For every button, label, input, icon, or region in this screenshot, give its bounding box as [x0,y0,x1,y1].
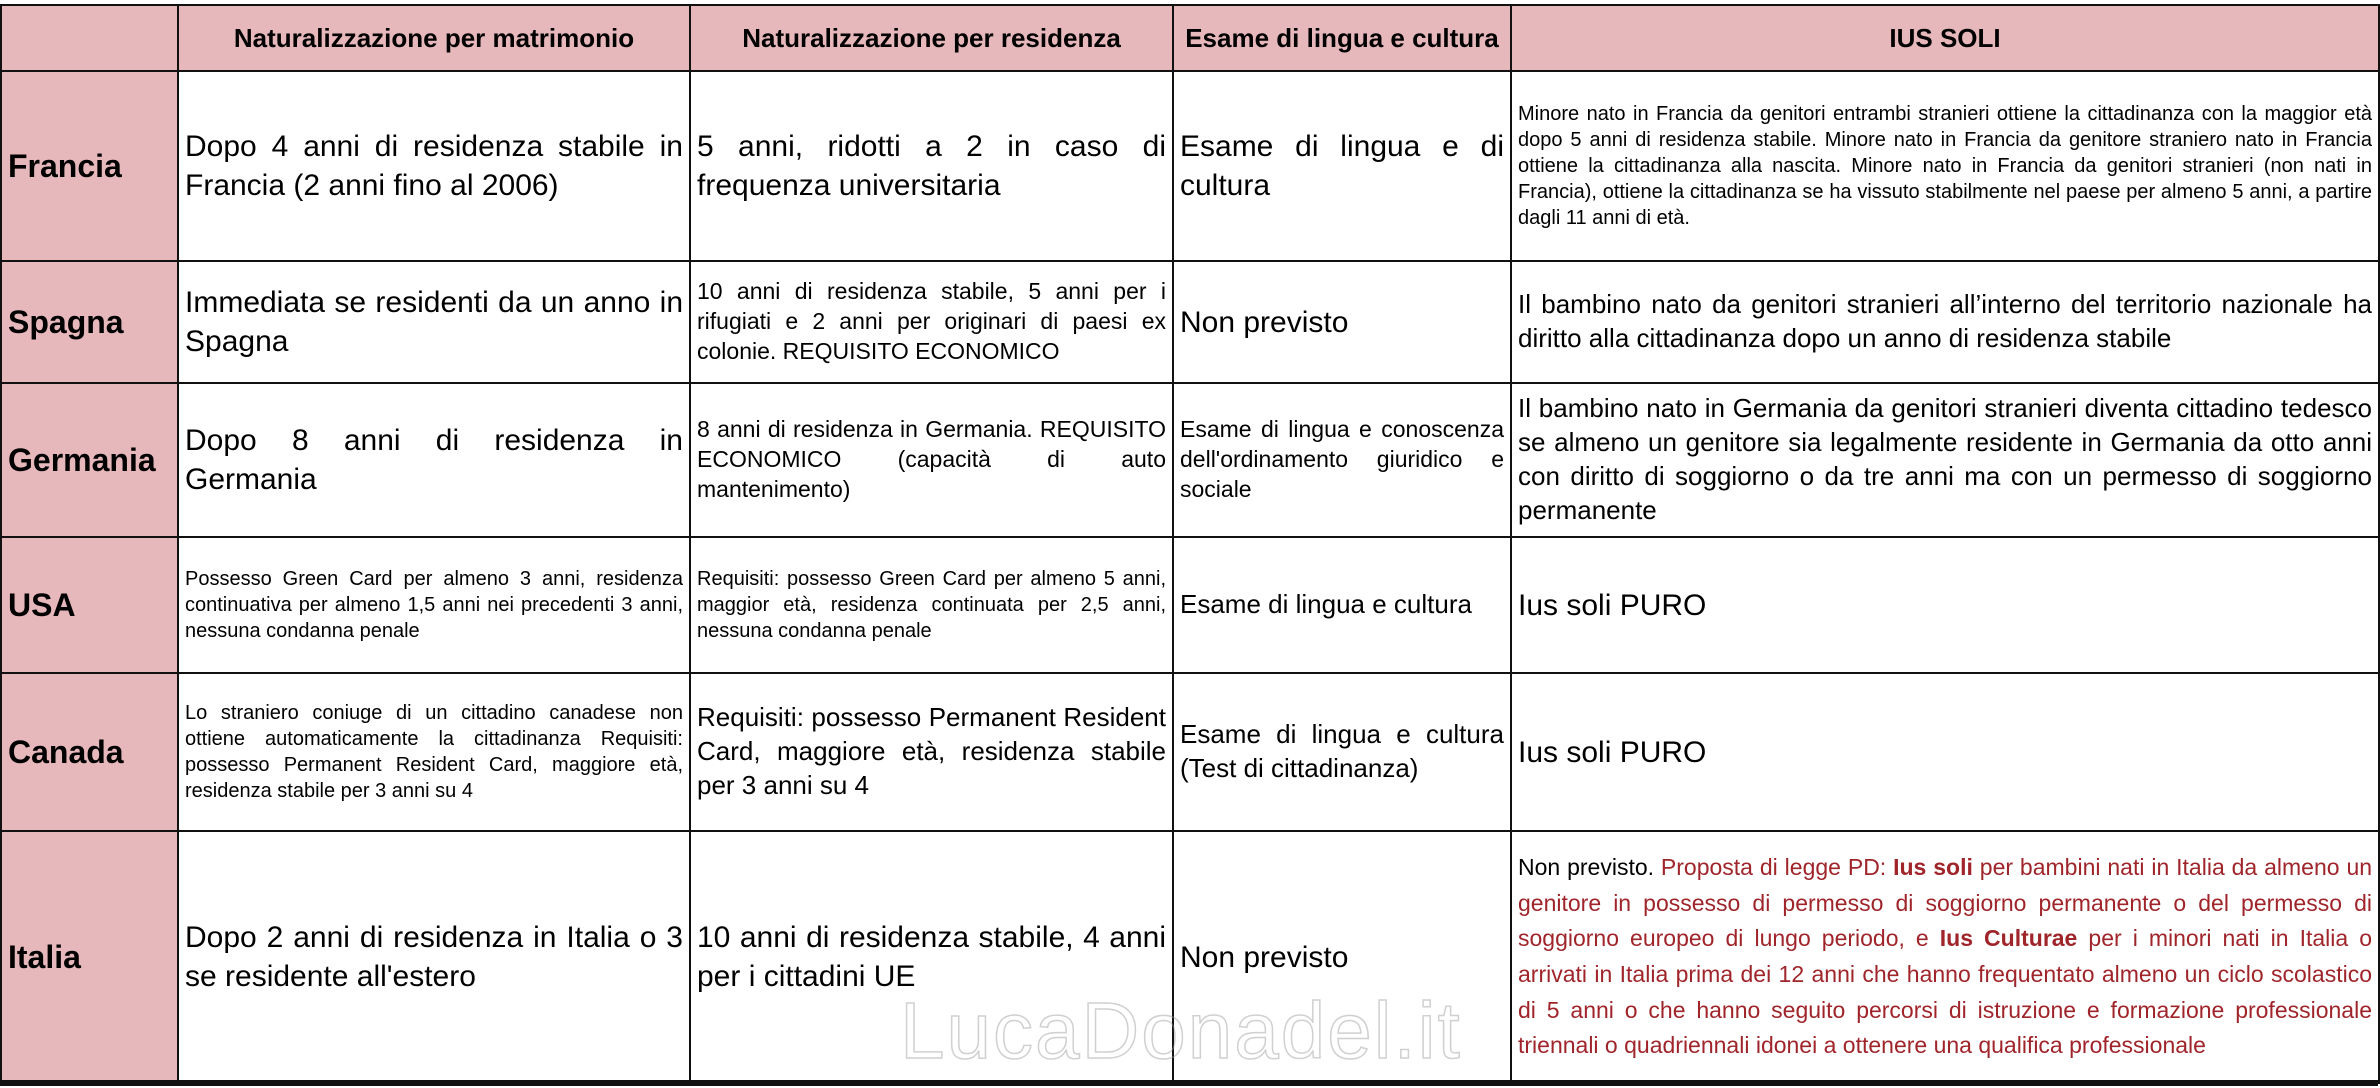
ius-culturae-term: Ius Culturae [1939,925,2078,952]
cell-matrimonio: Dopo 4 anni di residenza stabile in Francia (2 anni fino al 2006) [178,71,690,261]
ius-soli-term: Ius soli [1893,854,1973,881]
bottom-border [0,1080,2378,1086]
country-italia: Italia [1,831,178,1083]
watermark-logo: LucaDonadel.it [900,986,1462,1075]
table-row [1,673,2379,831]
country-germania: Germania [1,383,178,537]
country-spagna: Spagna [1,261,178,383]
cell-ius-soli: Ius soli PURO [1511,537,2379,673]
ius-soli-description: per bambini nati in Italia da almeno un genitore in possesso di permesso di soggiorno permanente o del permesso di soggiorno europeo di lungo periodo, e [1518,854,2373,952]
cell-ius-soli: Il bambino nato in Germania da genitori stranieri diventa cittadino tedesco se almeno un genitore sia legalmente residente in Germania da otto anni con diritto di soggiorno o da tre anni ma con un permesso di soggiorno permanente [1511,383,2379,537]
cell-matrimonio: Dopo 2 anni di residenza in Italia o 3 se residente all'estero [178,831,690,1083]
table-row [1,383,2379,537]
cell-esame: Esame di lingua e di cultura [1173,71,1511,261]
cell-esame: Esame di lingua e cultura [1173,537,1511,673]
country-usa: USA [1,537,178,673]
country-francia: Francia [1,71,178,261]
ius-culturae-description: per i minori nati in Italia o arrivati in Italia prima dei 12 anni che hanno frequentato almeno un ciclo scolastico di 5 anni o che hanno seguito percorsi di istruzione e formazione professionale triennali o quadriennali idonei a ottenere una qualifica professionale [1518,925,2372,1059]
cell-esame: Esame di lingua e cultura (Test di cittadinanza) [1173,673,1511,831]
cell-residenza: 8 anni di residenza in Germania. REQUISITO ECONOMICO (capacità di auto mantenimento) [690,383,1173,537]
cell-esame: Esame di lingua e conoscenza dell'ordinamento giuridico e sociale [1173,383,1511,537]
header-residenza: Naturalizzazione per residenza [690,5,1173,71]
cell-matrimonio: Lo straniero coniuge di un cittadino canadese non ottiene automaticamente la cittadinanza Requisiti: possesso Permanent Resident Card, maggiore età, residenza stabile per 3 anni su 4 [178,673,690,831]
cell-ius-soli [1511,831,2379,1083]
cell-residenza: Requisiti: possesso Green Card per almeno 5 anni, maggior età, residenza continuata per 2,5 anni, nessuna condanna penale [690,537,1173,673]
cell-residenza: Requisiti: possesso Permanent Resident Card, maggiore età, residenza stabile per 3 anni su 4 [690,673,1173,831]
cell-ius-soli: Minore nato in Francia da genitori entrambi stranieri ottiene la cittadinanza con la maggior età dopo 5 anni di residenza stabile. Minore nato in Francia da genitore straniero nato in Francia ottiene la cittadinanza alla nascita. Minore nato in Francia da genitori stranieri (non nati in Francia), ottiene la cittadinanza se ha vissuto stabilmente nel paese per almeno 5 anni, a partire dagli 11 anni di età. [1511,71,2379,261]
cell-matrimonio: Immediata se residenti da un anno in Spagna [178,261,690,383]
cell-esame: Non previsto [1173,261,1511,383]
header-ius-soli: IUS SOLI [1511,5,2379,71]
cell-esame: Non previsto [1173,831,1511,1083]
header-esame: Esame di lingua e cultura [1173,5,1511,71]
table-row [1,261,2379,383]
cell-matrimonio: Dopo 8 anni di residenza in Germania [178,383,690,537]
cell-ius-soli: Ius soli PURO [1511,673,2379,831]
cell-matrimonio: Possesso Green Card per almeno 3 anni, residenza continuativa per almeno 1,5 anni nei precedenti 3 anni, nessuna condanna penale [178,537,690,673]
pd-proposal-label: Proposta di legge PD: [1660,854,1887,881]
header-matrimonio: Naturalizzazione per matrimonio [178,5,690,71]
table-row [1,71,2379,261]
country-canada: Canada [1,673,178,831]
cell-ius-soli: Il bambino nato da genitori stranieri all’interno del territorio nazionale ha diritto alla cittadinanza dopo un anno di residenza stabile [1511,261,2379,383]
table-row [1,537,2379,673]
cell-residenza: 5 anni, ridotti a 2 in caso di frequenza universitaria [690,71,1173,261]
header-corner [1,5,178,71]
cell-residenza: 10 anni di residenza stabile, 5 anni per i rifugiati e 2 anni per originari di paesi ex colonie. REQUISITO ECONOMICO [690,261,1173,383]
table-row [1,831,2379,1083]
ius-soli-not-provided: Non previsto. [1518,854,1655,881]
header-row [1,5,2379,71]
cell-residenza: 10 anni di residenza stabile, 4 anni per i cittadini UE [690,831,1173,1083]
citizenship-comparison-table [0,4,2380,1084]
